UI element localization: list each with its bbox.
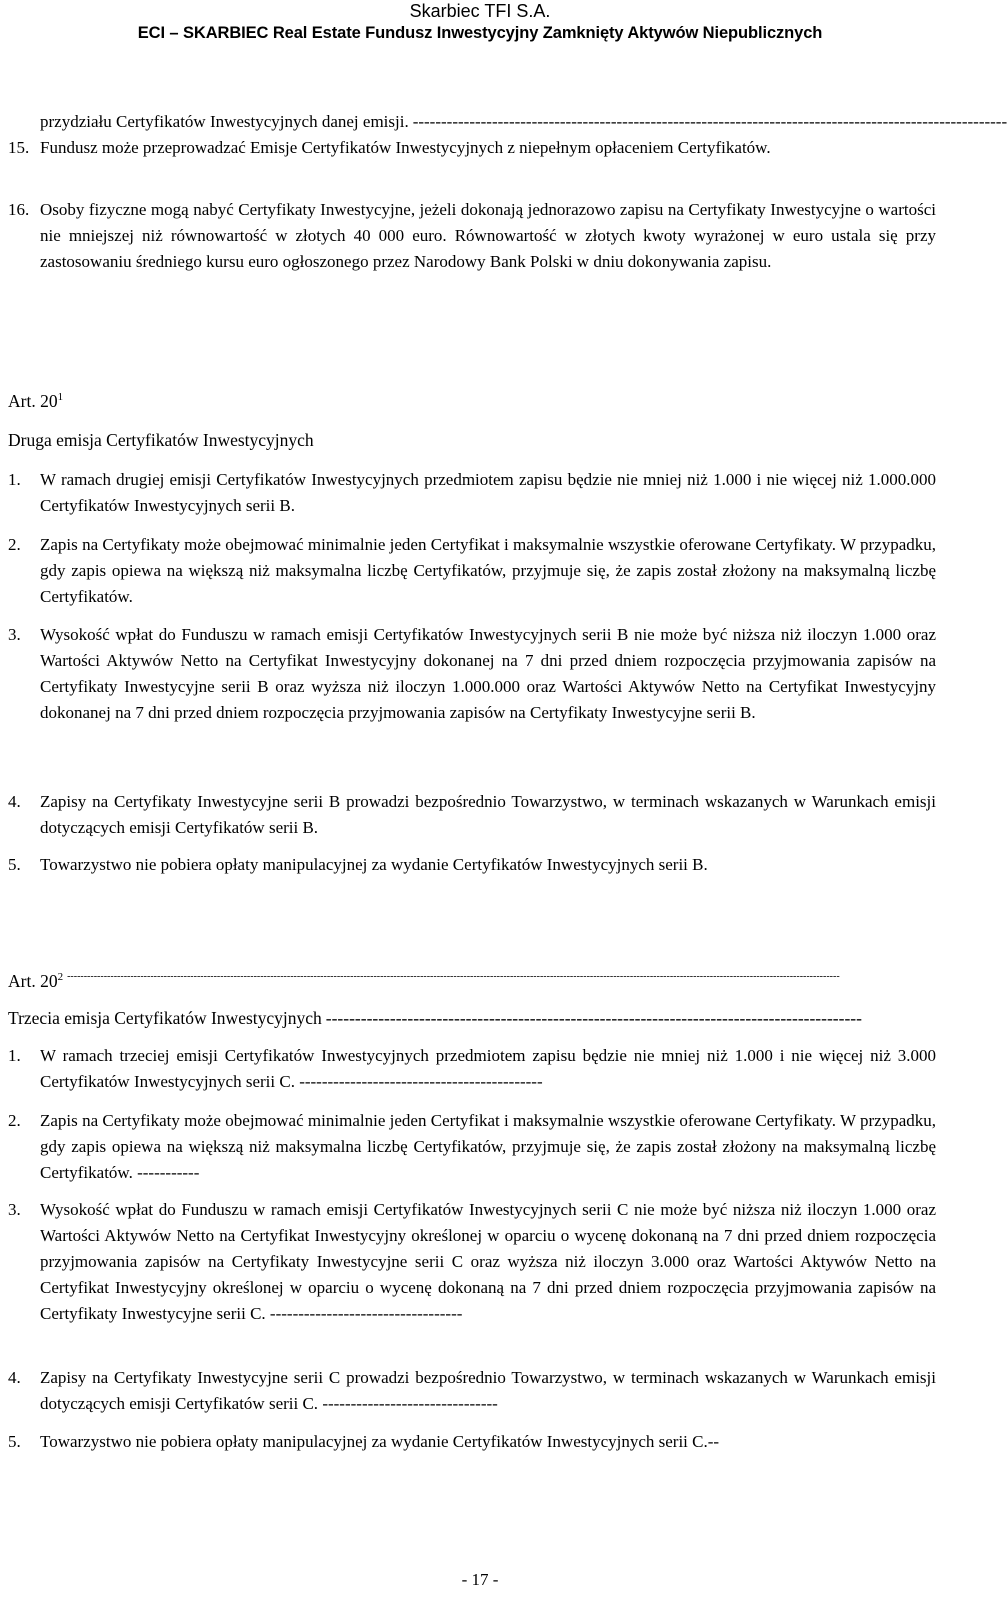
art2-item-4-text: Zapisy na Certyfikaty Inwestycyjne serii C prowadzi bezpośrednio Towarzystwo, w terminach wskazanych w Warunkach emisji dotyczących emisji Certyfikatów serii C. (40, 1368, 936, 1413)
continuation-text: przydziału Certyfikatów Inwestycyjnych danej emisji. (40, 112, 409, 131)
item-number: 2. (8, 1111, 21, 1130)
item-number: 1. (8, 470, 21, 489)
header-company: Skarbiec TFI S.A. (409, 1, 551, 21)
header-fund-name: ECI – SKARBIEC Real Estate Fundusz Inwestycyjny Zamknięty Aktywów Niepublicznych (137, 24, 823, 42)
item-number: 3. (8, 1200, 21, 1219)
item-number: 4. (8, 792, 21, 811)
article-subtitle-line (8, 1005, 936, 1031)
item-number: 4. (8, 1368, 21, 1387)
item-number: 5. (8, 1432, 21, 1451)
art2-item-2 (40, 1108, 936, 1186)
art2-item-1 (40, 1043, 936, 1095)
article-subtitle: Druga emisja Certyfikatów Inwestycyjnych (8, 430, 314, 450)
art2-item-1-text: W ramach trzeciej emisji Certyfikatów Inwestycyjnych przedmiotem zapisu będzie nie mniej niż 1.000 i nie więcej niż 3.000 Certyfikatów Inwestycyjnych serii C. (40, 1046, 936, 1091)
article-title-wrap (8, 968, 63, 994)
art2-item-3 (40, 1197, 936, 1327)
continuation-line (40, 109, 1007, 135)
article-superscript: 2 (57, 971, 64, 983)
item-number: 2. (8, 535, 21, 554)
art2-item-2-text: Zapis na Certyfikaty może obejmować minimalnie jeden Certyfikat i maksymalnie wszystkie oferowane Certyfikaty. W przypadku, gdy zapis opiewa na większą niż maksymalna liczbę Certyfikatów, przyjmuje się, że zapis został złożony na maksymalną liczbę Certyfikatów. (40, 1111, 936, 1182)
dash-filler: ------------------------------- (322, 1394, 498, 1413)
dash-filler: ---------------------------------- (269, 1304, 463, 1323)
art1-item-2-text: Zapis na Certyfikaty może obejmować minimalnie jeden Certyfikat i maksymalnie wszystkie oferowane Certyfikaty. W przypadku, gdy zapis opiewa na większą niż maksymalna liczbę Certyfikatów, przyjmuje się, że zapis został złożony na maksymalną liczbę Certyfikatów. (40, 535, 936, 606)
dash-filler: ----------- (137, 1163, 200, 1182)
item-number: 1. (8, 1046, 21, 1065)
art2-item-4 (40, 1365, 936, 1417)
dash-filler: --------------------------------------------------------------------------------------------------------- (412, 112, 1007, 131)
art1-item-5-text: Towarzystwo nie pobiera opłaty manipulacyjnej za wydanie Certyfikatów Inwestycyjnych serii B. (40, 855, 708, 874)
dash-filler: ------------------------------------------- (299, 1072, 543, 1091)
article-heading (8, 388, 63, 414)
article-title: Art. 20 (8, 971, 58, 991)
item-15-text: Fundusz może przeprowadzać Emisje Certyfikatów Inwestycyjnych z niepełnym opłaceniem Certyfikatów. (40, 138, 771, 157)
art1-item-3-text: Wysokość wpłat do Funduszu w ramach emisji Certyfikatów Inwestycyjnych serii B nie może być niższa niż iloczyn 1.000 oraz Wartości Aktywów Netto na Certyfikat Inwestycyjny dokonanej na 7 dni przed dniem rozpoczęcia przyjmowania zapisów na Certyfikaty Inwestycyjne serii B oraz wyższa niż iloczyn 1.000.000 oraz Wartości Aktywów Netto na Certyfikat Inwestycyjny dokonanej na 7 dni przed dniem rozpoczęcia przyjmowania zapisów na Certyfikaty Inwestycyjne serii B. (40, 625, 936, 722)
art1-item-4-text: Zapisy na Certyfikaty Inwestycyjne serii B prowadzi bezpośrednio Towarzystwo, w terminach wskazanych w Warunkach emisji dotyczących emisji Certyfikatów serii B. (40, 792, 936, 837)
item-number: 16. (8, 200, 30, 219)
article-subtitle: Trzecia emisja Certyfikatów Inwestycyjnych (8, 1008, 322, 1028)
art2-item-5 (40, 1429, 936, 1455)
art2-item-5-text: Towarzystwo nie pobiera opłaty manipulacyjnej za wydanie Certyfikatów Inwestycyjnych serii C. (40, 1432, 708, 1451)
page-number: - 17 - (461, 1570, 499, 1589)
item-16-text: Osoby fizyczne mogą nabyć Certyfikaty Inwestycyjne, jeżeli dokonają jednorazowo zapisu na Certyfikaty Inwestycyjne o wartości nie mniejszej niż równowartość w złotych 40 000 euro. Równowartość w złotych kwoty wyrażonej w euro ustala się przy zastosowaniu średniego kursu euro ogłoszonego przez Narodowy Bank Polski w dniu dokonywania zapisu. (40, 200, 936, 271)
article-heading (8, 968, 936, 994)
dash-filler: -------------------------------------------------------------------------------------------- (325, 1008, 862, 1028)
article-superscript: 1 (57, 391, 64, 403)
item-number: 3. (8, 625, 21, 644)
item-number: 5. (8, 855, 21, 874)
dash-filler: -- (707, 1432, 720, 1451)
article-title: Art. 20 (8, 391, 58, 411)
art2-item-3-text: Wysokość wpłat do Funduszu w ramach emisji Certyfikatów Inwestycyjnych serii C nie może być niższa niż iloczyn 1.000 oraz Wartości Aktywów Netto na Certyfikat Inwestycyjny określonej w oparciu o wycenę dokonaną na 7 dni przed dniem rozpoczęcia przyjmowania zapisów na Certyfikaty Inwestycyjne serii C oraz wyższa niż iloczyn 3.000 oraz Wartości Aktywów Netto na Certyfikat Inwestycyjny określonej w oparciu o wycenę dokonaną na 7 dni przed dniem rozpoczęcia przyjmowania zapisów na Certyfikaty Inwestycyjne serii C. (40, 1200, 936, 1323)
dash-filler: ---------------------------------------------------------------------------------------------------------------------------------------------------------------------------------------------------------------------------------------- (67, 971, 840, 982)
art1-item-1-text: W ramach drugiej emisji Certyfikatów Inwestycyjnych przedmiotem zapisu będzie nie mniej niż 1.000 i nie więcej niż 1.000.000 Certyfikatów Inwestycyjnych serii B. (40, 470, 936, 515)
item-number: 15. (8, 138, 30, 157)
